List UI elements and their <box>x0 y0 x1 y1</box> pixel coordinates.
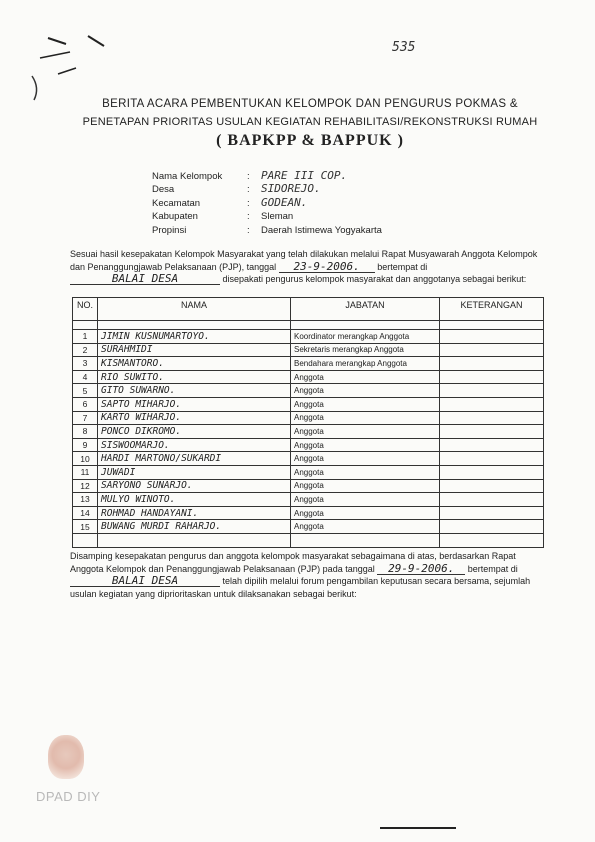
member-name: BUWANG MURDI RAHARJO. <box>98 520 291 534</box>
table-header-row <box>73 298 544 321</box>
row-number: 7 <box>73 411 98 425</box>
table-row <box>73 330 544 344</box>
row-number: 10 <box>73 452 98 466</box>
member-notes <box>440 384 544 398</box>
member-position: Bendahara merangkap Anggota <box>291 357 440 371</box>
paragraph-text: Sesuai hasil kesepakatan Kelompok Masyarakat yang telah dilakukan melalui Rapat Musyawarah Anggota Kelompok dan Penanggungjawab Pelaksanaan (PJP), tanggal <box>70 249 538 272</box>
member-position: Anggota <box>291 506 440 520</box>
table-row <box>73 343 544 357</box>
row-number: 8 <box>73 425 98 439</box>
paragraph-text: telah dipilih melalui forum pengambilan keputusan secara bersama, sejumlah usulan kegiatan yang diprioritaskan untuk dilaksanakan sebagai berikut: <box>70 576 531 599</box>
member-name: HARDI MARTONO/SUKARDI <box>98 452 291 466</box>
info-row-group-name: Nama Kelompok : PARE III COP. <box>152 168 348 182</box>
row-number: 12 <box>73 479 98 493</box>
col-header-notes: KETERANGAN <box>440 298 544 321</box>
info-row-province: Propinsi : Daerah Istimewa Yogyakarta <box>152 224 382 236</box>
member-notes <box>440 506 544 520</box>
member-notes <box>440 343 544 357</box>
member-name: KARTO WIHARJO. <box>98 411 291 425</box>
watermark: DPAD DIY <box>36 789 101 804</box>
row-number: 11 <box>73 465 98 479</box>
table-spacer-row <box>73 321 544 330</box>
document-title-line-1: BERITA ACARA PEMBENTUKAN KELOMPOK DAN PENGURUS POKMAS & <box>102 98 518 110</box>
info-label: Desa <box>152 184 175 195</box>
document-title-line-2: PENETAPAN PRIORITAS USULAN KEGIATAN REHABILITASI/REKONSTRUKSI RUMAH <box>82 116 538 128</box>
meeting-date: 29-9-2006. <box>377 563 465 575</box>
col-header-name: NAMA <box>98 298 291 321</box>
info-value: Daerah Istimewa Yogyakarta <box>261 224 382 236</box>
info-row-village: Desa : SIDOREJO. <box>152 182 321 195</box>
table-row <box>73 411 544 425</box>
paragraph-text: bertempat di <box>377 261 428 272</box>
meeting-date: 23-9-2006. <box>279 261 375 273</box>
member-notes <box>440 465 544 479</box>
info-value: SIDOREJO. <box>261 182 321 195</box>
member-notes <box>440 452 544 466</box>
priority-paragraph <box>70 550 542 600</box>
table-row <box>73 465 544 479</box>
empty-cell <box>98 533 291 547</box>
info-label: Propinsi <box>152 224 187 236</box>
paragraph-text: Disamping kesepakatan pengurus dan anggota kelompok masyarakat sebagaimana di atas, berdasarkan Rapat Anggota Kelompok dan Penanggungjawab Pelaksanaan (PJP) pada tanggal <box>70 551 516 574</box>
member-position: Anggota <box>291 520 440 534</box>
info-value: PARE III COP. <box>261 168 348 182</box>
empty-cell <box>73 533 98 547</box>
table-row <box>73 438 544 452</box>
member-name: SURAHMIDI <box>98 343 291 357</box>
info-value: GODEAN. <box>261 195 308 209</box>
member-position: Anggota <box>291 425 440 439</box>
member-name: RIO SUWITO. <box>98 370 291 384</box>
member-notes <box>440 425 544 439</box>
member-position: Anggota <box>291 397 440 411</box>
member-position: Anggota <box>291 411 440 425</box>
col-header-position: JABATAN <box>291 298 440 321</box>
member-position: Anggota <box>291 370 440 384</box>
divider <box>380 827 456 829</box>
empty-cell <box>440 533 544 547</box>
member-name: JIMIN KUSNUMARTOYO. <box>98 330 291 344</box>
pen-marks <box>0 0 140 110</box>
row-number: 1 <box>73 330 98 344</box>
row-number: 2 <box>73 343 98 357</box>
member-notes <box>440 330 544 344</box>
member-notes <box>440 370 544 384</box>
member-position: Anggota <box>291 479 440 493</box>
table-row <box>73 397 544 411</box>
member-name: MULYO WINOTO. <box>98 493 291 507</box>
col-header-no: NO. <box>73 298 98 321</box>
table-row <box>73 370 544 384</box>
table-row <box>73 479 544 493</box>
member-position: Sekretaris merangkap Anggota <box>291 343 440 357</box>
table-row-blank <box>73 533 544 547</box>
table-row <box>73 506 544 520</box>
member-position: Koordinator merangkap Anggota <box>291 330 440 344</box>
member-name: SAPTO MIHARJO. <box>98 397 291 411</box>
member-notes <box>440 520 544 534</box>
info-label: Kecamatan <box>152 197 201 209</box>
row-number: 15 <box>73 520 98 534</box>
member-name: JUWADI <box>98 465 291 479</box>
member-name: KISMANTORO. <box>98 357 291 371</box>
member-position: Anggota <box>291 438 440 452</box>
table-row <box>73 452 544 466</box>
row-number: 13 <box>73 493 98 507</box>
member-notes <box>440 397 544 411</box>
member-notes <box>440 411 544 425</box>
paragraph-text: disepakati pengurus kelompok masyarakat dan anggotanya sebagai berikut: <box>222 274 527 284</box>
paragraph-text: bertempat di <box>467 563 518 574</box>
info-label: Kabupaten <box>152 211 198 222</box>
member-name: ROHMAD HANDAYANI. <box>98 506 291 520</box>
table-row <box>73 425 544 439</box>
member-position: Anggota <box>291 465 440 479</box>
agreement-paragraph <box>70 248 542 286</box>
member-table <box>72 297 544 548</box>
row-number: 14 <box>73 506 98 520</box>
empty-cell <box>291 533 440 547</box>
member-position: Anggota <box>291 493 440 507</box>
info-label: Nama Kelompok <box>152 170 223 182</box>
info-row-regency: Kabupaten : Sleman <box>152 211 294 222</box>
row-number: 5 <box>73 384 98 398</box>
page-number: 535 <box>392 40 416 55</box>
meeting-place: BALAI DESA <box>70 273 220 285</box>
table-row <box>73 357 544 371</box>
emblem-seal-icon <box>48 735 84 779</box>
member-name: PONCO DIKROMO. <box>98 425 291 439</box>
document-title-abbrev: ( BAPKPP & BAPPUK ) <box>216 132 404 149</box>
row-number: 3 <box>73 357 98 371</box>
info-value: Sleman <box>261 211 294 222</box>
group-info <box>152 168 382 236</box>
info-row-district: Kecamatan : GODEAN. <box>152 195 308 209</box>
member-name: GITO SUWARNO. <box>98 384 291 398</box>
member-position: Anggota <box>291 452 440 466</box>
row-number: 9 <box>73 438 98 452</box>
row-number: 4 <box>73 370 98 384</box>
member-notes <box>440 493 544 507</box>
member-name: SARYONO SUNARJO. <box>98 479 291 493</box>
meeting-place: BALAI DESA <box>70 575 220 587</box>
member-notes <box>440 357 544 371</box>
table-row <box>73 493 544 507</box>
member-notes <box>440 479 544 493</box>
member-position: Anggota <box>291 384 440 398</box>
table-row <box>73 384 544 398</box>
member-notes <box>440 438 544 452</box>
table-row <box>73 520 544 534</box>
row-number: 6 <box>73 397 98 411</box>
member-name: SISWOOMARJO. <box>98 438 291 452</box>
